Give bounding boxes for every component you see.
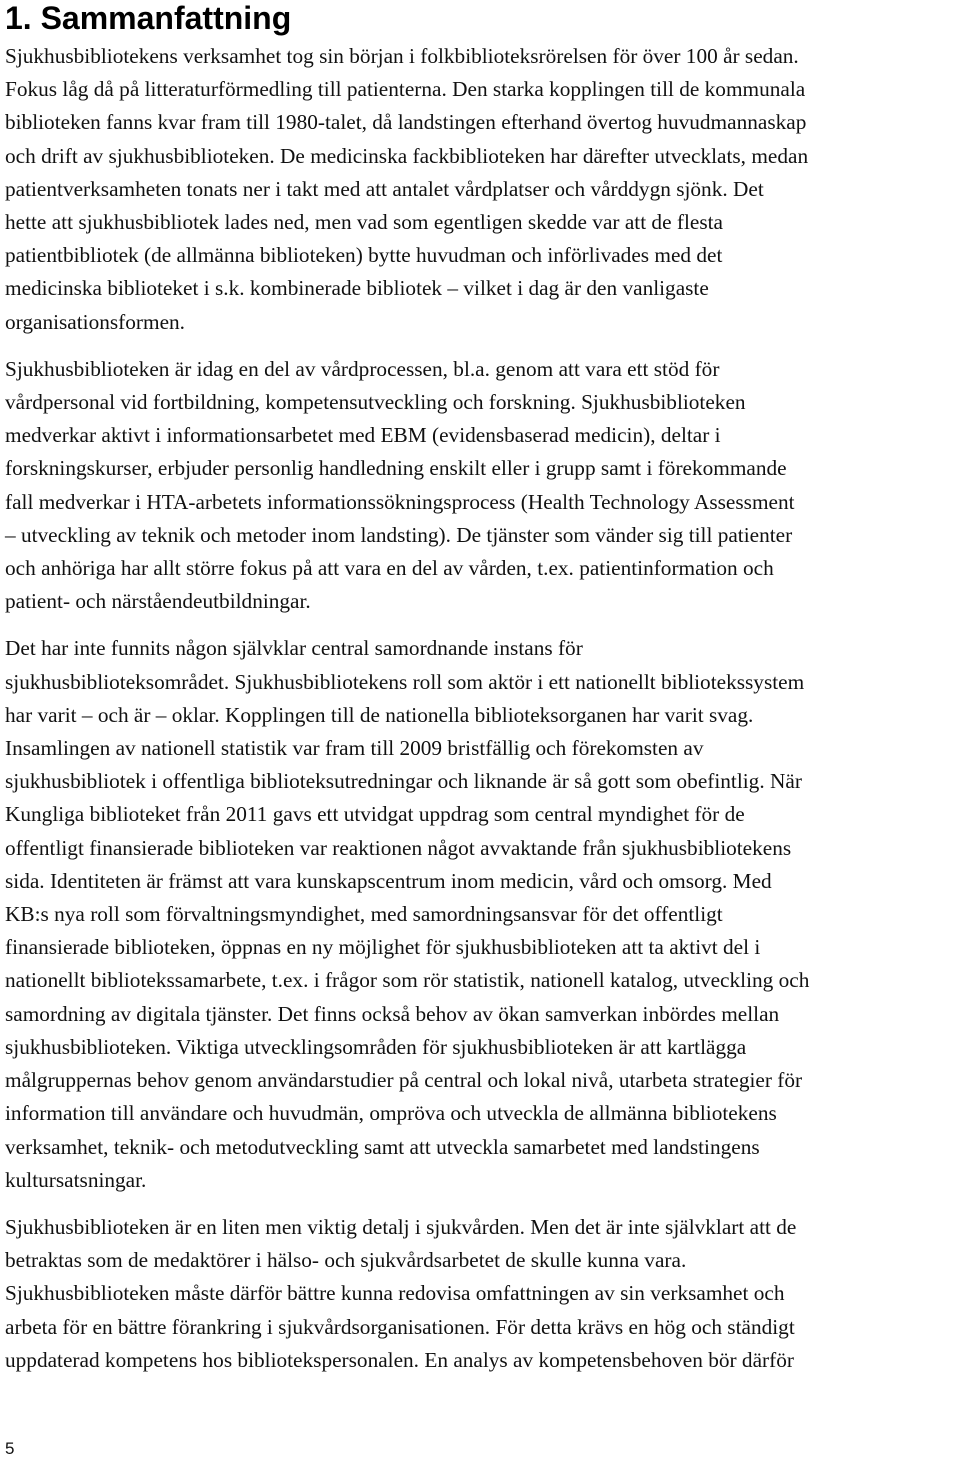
text-line: patientverksamheten tonats ner i takt med att antalet vårdplatser och vårddygn sjönk. Det <box>5 176 764 201</box>
text-line: sida. Identiteten är främst att vara kunskapscentrum inom medicin, vård och omsorg. Med <box>5 868 772 893</box>
paragraph <box>5 1211 960 1377</box>
text-line: Sjukhusbiblioteken är en liten men viktig detalj i sjukvården. Men det är inte självklart att de <box>5 1214 797 1239</box>
text-line: nationellt bibliotekssamarbete, t.ex. i frågor som rör statistik, nationell katalog, utveckling och <box>5 968 810 993</box>
text-line: och drift av sjukhusbiblioteken. De medicinska fackbiblioteken har därefter utvecklats, medan <box>5 143 809 168</box>
text-line: arbeta för en bättre förankring i sjukvårdsorganisationen. För detta krävs en hög och ständigt <box>5 1314 795 1339</box>
text-line: information till användare och huvudmän, ompröva och utveckla de allmänna bibliotekens <box>5 1101 777 1126</box>
text-line: sjukhusbiblioteksområdet. Sjukhusbibliotekens roll som aktör i ett nationellt bibliotekssystem <box>5 669 805 694</box>
text-line: målgruppernas behov genom användarstudier på central och lokal nivå, utarbeta strategier för <box>5 1068 803 1093</box>
text-line: kultursatsningar. <box>5 1167 147 1192</box>
text-line: uppdaterad kompetens hos bibliotekspersonalen. En analys av kompetensbehoven bör därför <box>5 1347 794 1372</box>
text-line: forskningskurser, erbjuder personlig handledning enskilt eller i grupp samt i förekommande <box>5 456 787 481</box>
text-line: hette att sjukhusbibliotek lades ned, men vad som egentligen skedde var att de flesta <box>5 210 723 235</box>
text-line: vårdpersonal vid fortbildning, kompetensutveckling och forskning. Sjukhusbiblioteken <box>5 390 746 415</box>
paragraph <box>5 632 960 1196</box>
text-line: Sjukhusbibliotekens verksamhet tog sin början i folkbiblioteksrörelsen för över 100 år sedan. <box>5 44 799 68</box>
text-line: Sjukhusbiblioteken är idag en del av vårdprocessen, bl.a. genom att vara ett stöd för <box>5 356 720 381</box>
paragraph <box>5 353 960 619</box>
text-line: biblioteken fanns kvar fram till 1980-talet, då landstingen efterhand övertog huvudmannaskap <box>5 110 807 135</box>
section-heading: 1. Sammanfattning <box>5 0 292 36</box>
text-line: Det har inte funnits någon självklar central samordnande instans för <box>5 636 583 661</box>
text-line: – utveckling av teknik och metoder inom landsting). De tjänster som vänder sig till patienter <box>5 522 793 547</box>
text-line: offentligt finansierade biblioteken var reaktionen något avvaktande från sjukhusbibliotekens <box>5 835 792 860</box>
text-line: samordning av digitala tjänster. Det finns också behov av ökan samverkan inbördes mellan <box>5 1001 780 1026</box>
page-number: 5 <box>5 1439 15 1458</box>
text-line: sjukhusbibliotek i offentliga biblioteksutredningar och liknande är så gott som obefintlig. När <box>5 769 802 794</box>
text-line: har varit – och är – oklar. Kopplingen till de nationella biblioteksorganen har varit svag. <box>5 702 754 727</box>
paragraph <box>5 40 960 339</box>
text-line: verksamhet, teknik- och metodutveckling samt att utveckla samarbetet med landstingens <box>5 1134 760 1159</box>
text-line: och anhöriga har allt större fokus på att vara en del av vården, t.ex. patientinformation och <box>5 556 774 581</box>
text-line: sjukhusbiblioteken. Viktiga utvecklingsområden för sjukhusbiblioteken är att kartlägga <box>5 1034 747 1059</box>
text-line: Kungliga biblioteket från 2011 gavs ett utvidgat uppdrag som central myndighet för de <box>5 802 745 827</box>
text-line: KB:s nya roll som förvaltningsmyndighet, med samordningsansvar för det offentligt <box>5 902 723 927</box>
text-line: Fokus låg då på litteraturförmedling till patienterna. Den starka kopplingen till de kommunala <box>5 77 806 102</box>
text-line: organisationsformen. <box>5 309 186 334</box>
text-line: betraktas som de medaktörer i hälso- och sjukvårdsarbetet de skulle kunna vara. <box>5 1248 687 1273</box>
text-line: finansierade biblioteken, öppnas en ny möjlighet för sjukhusbiblioteken att ta aktivt del i <box>5 935 761 960</box>
text-line: Sjukhusbiblioteken måste därför bättre kunna redovisa omfattningen av sin verksamhet och <box>5 1281 785 1306</box>
text-line: medverkar aktivt i informationsarbetet med EBM (evidensbaserad medicin), deltar i <box>5 423 721 448</box>
text-line: fall medverkar i HTA-arbetets informationssökningsprocess (Health Technology Assessment <box>5 489 795 514</box>
text-line: patientbibliotek (de allmänna biblioteken) bytte huvudman och införlivades med det <box>5 243 723 268</box>
text-line: Insamlingen av nationell statistik var fram till 2009 bristfällig och förekomsten av <box>5 736 704 761</box>
text-line: medicinska biblioteket i s.k. kombinerade bibliotek – vilket i dag är den vanligaste <box>5 276 709 301</box>
body-text <box>5 40 960 1391</box>
text-line: patient- och närståendeutbildningar. <box>5 589 311 614</box>
